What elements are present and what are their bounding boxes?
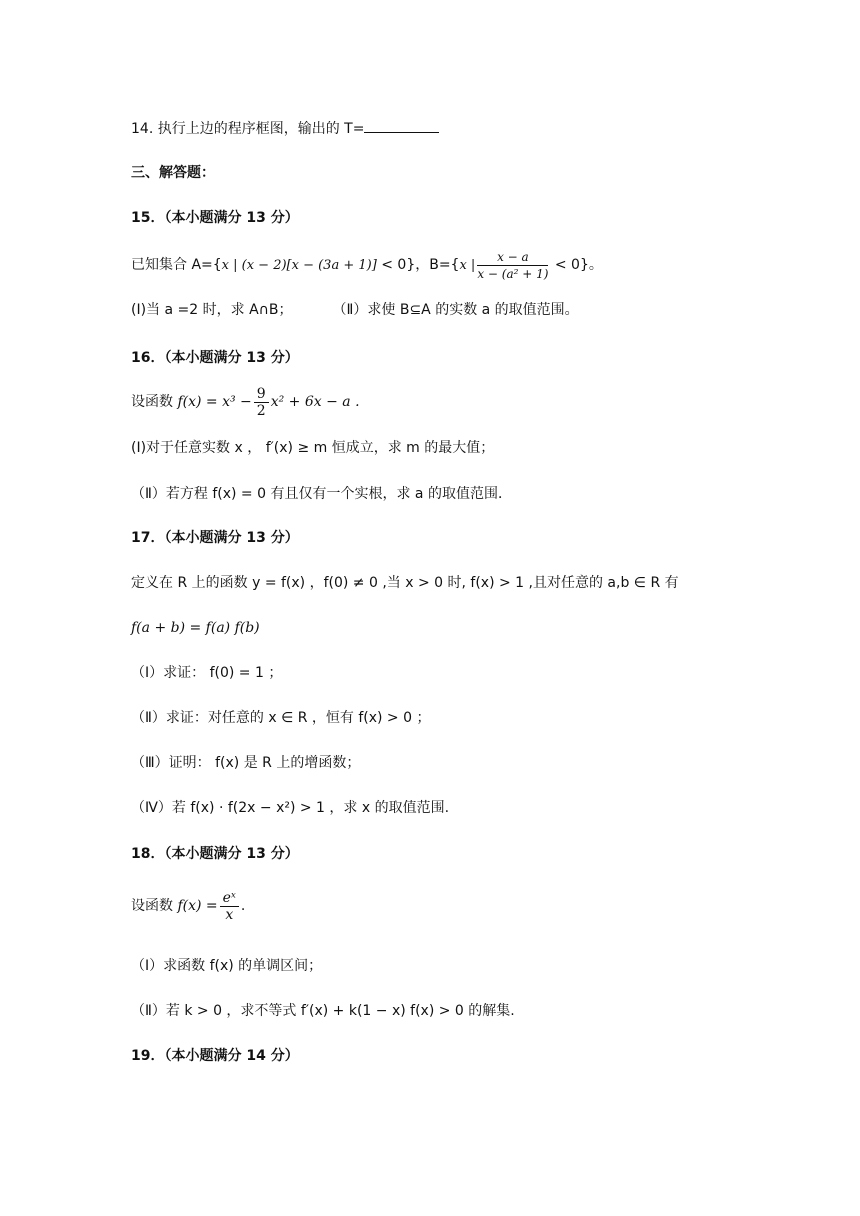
- q18-part2: （Ⅱ）若 k > 0 ，求不等式 f′(x) + k(1 − x) f(x) > 0 的解集.: [131, 1003, 515, 1019]
- q16-rest: x² + 6x − a .: [270, 394, 360, 410]
- question-14: [131, 118, 439, 139]
- q19-header: 19．（本小题满分 14 分）: [131, 1048, 299, 1064]
- q16-header: 16．（本小题满分 13 分）: [131, 350, 299, 366]
- q15-intro: 已知集合 A={: [131, 257, 222, 273]
- q16-statement: [131, 384, 360, 420]
- q15-header: 15．（本小题满分 13 分）: [131, 210, 299, 226]
- q18-frac-denominator: x: [225, 906, 234, 923]
- q17-part1: （Ⅰ）求证： f(0) = 1 ；: [131, 665, 283, 681]
- q18-header: 18．（本小题满分 13 分）: [131, 846, 299, 862]
- q15-setB-numerator: x − a: [477, 249, 548, 266]
- q15-setB-fraction: [477, 249, 548, 282]
- q17-part4: （Ⅳ）若 f(x) · f(2x − x²) > 1 ，求 x 的取值范围.: [131, 800, 450, 816]
- q18-function: f(x) =: [177, 898, 218, 914]
- q16-function: f(x) = x³ −: [177, 394, 252, 410]
- q17-line2: f(a + b) = f(a) f(b): [131, 620, 260, 636]
- q16-frac-denominator: 2: [256, 402, 266, 419]
- q18-prefix: 设函数: [131, 898, 178, 914]
- q16-part1: (Ⅰ)对于任意实数 x ， f′(x) ≥ m 恒成立，求 m 的最大值；: [131, 440, 495, 456]
- q16-frac-numerator: 9: [254, 386, 269, 403]
- q14-text: 14. 执行上边的程序框图，输出的 T=: [131, 121, 365, 137]
- q18-fraction: [220, 890, 239, 923]
- q15-part1: (Ⅰ)当 a =2 时，求 A∩B；: [131, 302, 293, 318]
- q17-header: 17．（本小题满分 13 分）: [131, 530, 299, 546]
- q18-statement: [131, 886, 245, 926]
- q17-part3: （Ⅲ）证明： f(x) 是 R 上的增函数；: [131, 755, 361, 771]
- answer-blank: [364, 118, 439, 133]
- q15-mid: < 0}，B={: [376, 257, 460, 273]
- q18-end: .: [240, 898, 246, 914]
- q18-part1: （Ⅰ）求函数 f(x) 的单调区间；: [131, 958, 323, 974]
- q15-end: < 0}。: [550, 257, 603, 273]
- q15-statement: [131, 246, 603, 285]
- q16-part2: （Ⅱ）若方程 f(x) = 0 有且仅有一个实根，求 a 的取值范围．: [131, 486, 512, 502]
- q16-fraction: [254, 386, 269, 419]
- section-title: 三、解答题：: [131, 165, 215, 181]
- q18-frac-numerator: eˣ: [220, 890, 239, 907]
- q15-setA: x | (x − 2)[x − (3a + 1)]: [221, 258, 377, 273]
- q15-setB-denominator: x − (a² + 1): [477, 266, 549, 281]
- q17-part2: （Ⅱ）求证：对任意的 x ∈ R ，恒有 f(x) > 0 ；: [131, 710, 431, 726]
- q15-setB-prefix: x |: [459, 258, 476, 273]
- q17-line1: 定义在 R 上的函数 y = f(x) ，f(0) ≠ 0 ,当 x > 0 时, f(x) > 1 ,且对任意的 a,b ∈ R 有: [131, 575, 679, 591]
- q15-part2: （Ⅱ）求使 B⊆A 的实数 a 的取值范围。: [332, 302, 579, 318]
- q16-prefix: 设函数: [131, 394, 178, 410]
- q15-parts: [131, 300, 579, 320]
